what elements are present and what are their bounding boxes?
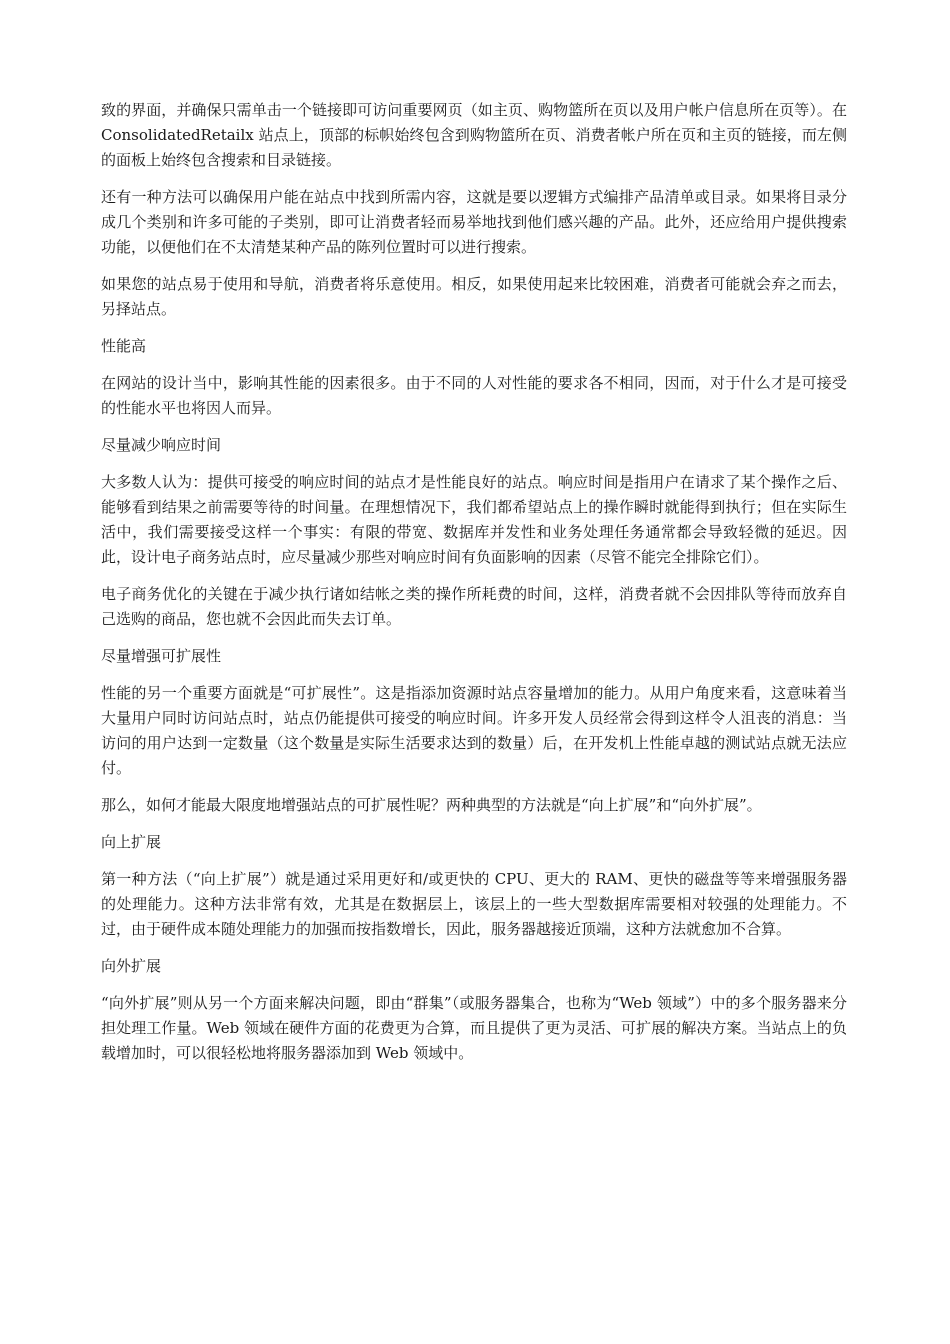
heading-scale-out: 向外扩展 [101,957,162,975]
paragraph-scale-up: 第一种方法（“向上扩展”）就是通过采用更好和/或更快的 CPU、更大的 RAM、更快的磁盘等等来增强服务器的处理能力。这种方法非常有效，尤其是在数据层上，该层上的一些大型数据库需要相对较强的处理能力。不过，由于硬件成本随处理能力的加强而按指数增长，因此，服务器越接近顶端，这种方法就愈加不合算。 [101,870,847,938]
heading-response-time: 尽量减少响应时间 [101,436,222,454]
heading-scalability: 尽量增强可扩展性 [101,647,222,665]
paragraph-scaling-methods: 那么，如何才能最大限度地增强站点的可扩展性呢？两种典型的方法就是“向上扩展”和“向外扩展”。 [101,796,762,814]
paragraph-intro-links: 致的界面，并确保只需单击一个链接即可访问重要网页（如主页、购物篮所在页以及用户帐户信息所在页等）。在 ConsolidatedRetailx 站点上，顶部的标帜始终包含到购物篮所在页、消费者帐户所在页和主页的链接，而左侧的面板上始终包含搜索和目录链接。 [101,101,847,169]
heading-scale-up: 向上扩展 [101,833,162,851]
paragraph-performance: 在网站的设计当中，影响其性能的因素很多。由于不同的人对性能的要求各不相同，因而，对于什么才是可接受的性能水平也将因人而异。 [101,374,847,417]
paragraph-ease-of-use: 如果您的站点易于使用和导航，消费者将乐意使用。相反，如果使用起来比较困难，消费者可能就会弃之而去，另择站点。 [101,275,847,318]
heading-performance: 性能高 [101,337,147,355]
paragraph-scale-out: “向外扩展”则从另一个方面来解决问题，即由“群集”（或服务器集合，也称为“Web 领域”）中的多个服务器来分担处理工作量。Web 领域在硬件方面的花费更为合算，而且提供了更为灵活、可扩展的解决方案。当站点上的负载增加时，可以很轻松地将服务器添加到 Web 领域中。 [101,994,847,1062]
paragraph-response-time: 大多数人认为：提供可接受的响应时间的站点才是性能良好的站点。响应时间是指用户在请求了某个操作之后、能够看到结果之前需要等待的时间量。在理想情况下，我们都希望站点上的操作瞬时就能得到执行；但在实际生活中，我们需要接受这样一个事实：有限的带宽、数据库并发性和业务处理任务通常都会导致轻微的延迟。因此，设计电子商务站点时，应尽量减少那些对响应时间有负面影响的因素（尽管不能完全排除它们）。 [101,473,847,566]
paragraph-checkout: 电子商务优化的关键在于减少执行诸如结帐之类的操作所耗费的时间，这样，消费者就不会因排队等待而放弃自己选购的商品，您也就不会因此而失去订单。 [101,585,847,628]
paragraph-scalability: 性能的另一个重要方面就是“可扩展性”。这是指添加资源时站点容量增加的能力。从用户角度来看，这意味着当大量用户同时访问站点时，站点仍能提供可接受的响应时间。许多开发人员经常会得到这样令人沮丧的消息：当访问的用户达到一定数量（这个数量是实际生活要求达到的数量）后，在开发机上性能卓越的测试站点就无法应付。 [101,684,847,777]
document-page [101,98,847,1078]
paragraph-catalog: 还有一种方法可以确保用户能在站点中找到所需内容，这就是要以逻辑方式编排产品清单或目录。如果将目录分成几个类别和许多可能的子类别，即可让消费者轻而易举地找到他们感兴趣的产品。此外，还应给用户提供搜索功能，以便他们在不太清楚某种产品的陈列位置时可以进行搜索。 [101,188,847,256]
